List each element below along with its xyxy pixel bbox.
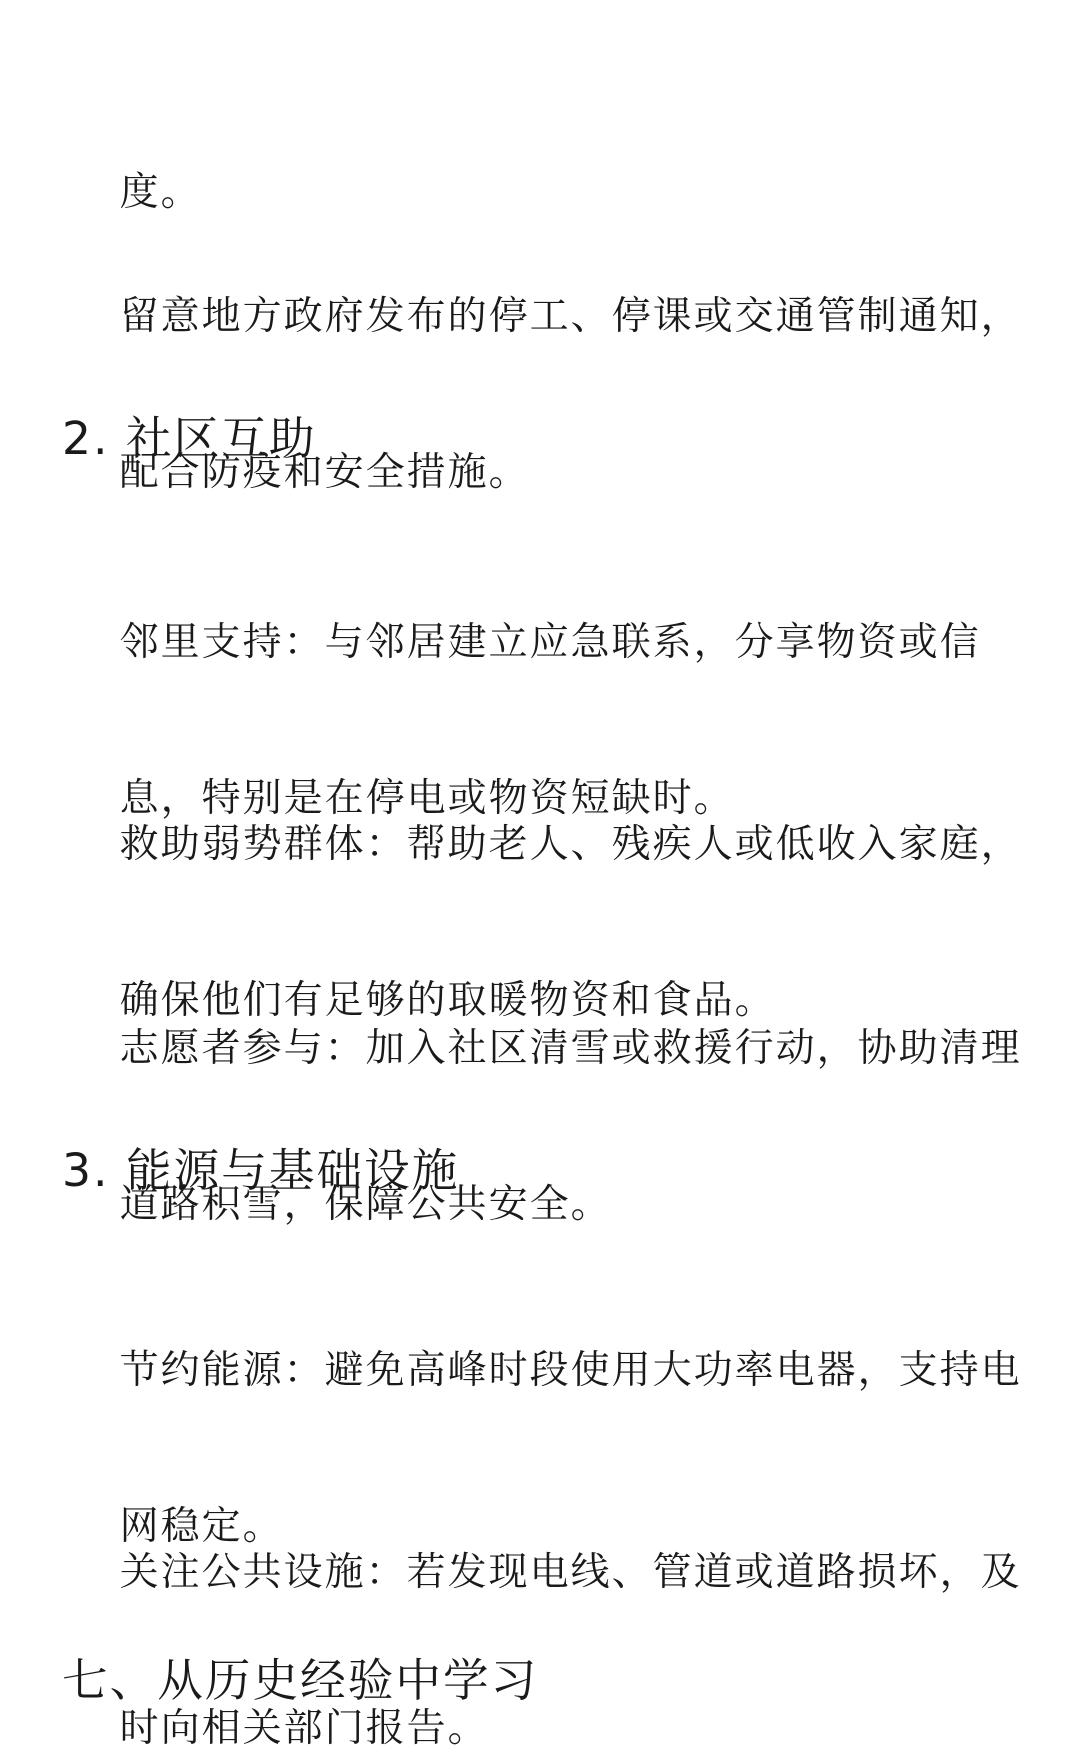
section-heading-community: 2. 社区互助 — [62, 412, 317, 465]
paragraph-line: 节约能源：避免高峰时段使用大功率电器，支持电 — [119, 1348, 1022, 1393]
paragraph-line: 道路积雪，保障公共安全。 — [119, 1182, 612, 1227]
paragraph-line: 网稳定。 — [119, 1504, 284, 1549]
paragraph-line: 确保他们有足够的取暖物资和食品。 — [119, 978, 776, 1023]
paragraph-line: 志愿者参与：加入社区清雪或救援行动，协助清理 — [119, 1026, 1022, 1071]
paragraph-line: 时向相关部门报告。 — [119, 1706, 489, 1751]
chapter-heading-history: 七、从历史经验中学习 — [62, 1654, 539, 1707]
paragraph-line: 息，特别是在停电或物资短缺时。 — [119, 776, 735, 821]
section-heading-energy: 3. 能源与基础设施 — [62, 1144, 460, 1197]
paragraph-line: 邻里支持：与邻居建立应急联系，分享物资或信 — [119, 620, 981, 665]
paragraph-line: 配合防疫和安全措施。 — [119, 450, 530, 495]
paragraph-line: 关注公共设施：若发现电线、管道或道路损坏，及 — [119, 1550, 1022, 1595]
paragraph-line: 度。 — [119, 170, 202, 215]
paragraph-line: 救助弱势群体：帮助老人、残疾人或低收入家庭， — [119, 822, 1022, 867]
paragraph-line: 留意地方政府发布的停工、停课或交通管制通知， — [119, 294, 1022, 339]
